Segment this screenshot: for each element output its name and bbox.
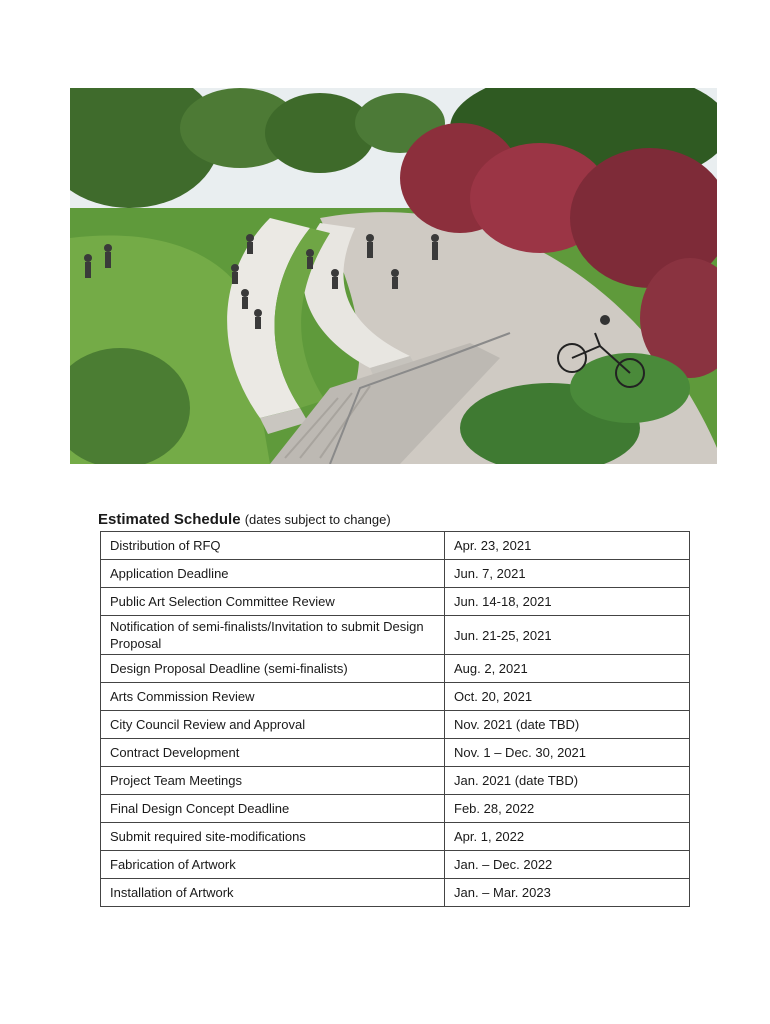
task-cell: City Council Review and Approval	[101, 711, 445, 739]
park-amphitheater-rendering	[70, 88, 717, 464]
table-row	[101, 711, 690, 739]
table-row	[101, 616, 690, 655]
date-cell: Jun. 14-18, 2021	[445, 588, 690, 616]
table-row	[101, 823, 690, 851]
task-cell: Contract Development	[101, 739, 445, 767]
task-cell: Notification of semi-finalists/Invitation to submit Design Proposal	[101, 616, 445, 655]
table-row	[101, 588, 690, 616]
schedule-table	[100, 531, 690, 907]
schedule-heading	[98, 510, 391, 530]
task-cell: Arts Commission Review	[101, 683, 445, 711]
date-cell: Jan. – Mar. 2023	[445, 879, 690, 907]
table-row	[101, 851, 690, 879]
date-cell: Nov. 2021 (date TBD)	[445, 711, 690, 739]
table-row	[101, 532, 690, 560]
table-row	[101, 767, 690, 795]
task-cell: Project Team Meetings	[101, 767, 445, 795]
date-cell: Jun. 7, 2021	[445, 560, 690, 588]
table-row	[101, 795, 690, 823]
date-cell: Feb. 28, 2022	[445, 795, 690, 823]
date-cell: Aug. 2, 2021	[445, 655, 690, 683]
task-cell: Distribution of RFQ	[101, 532, 445, 560]
date-cell: Nov. 1 – Dec. 30, 2021	[445, 739, 690, 767]
table-row	[101, 560, 690, 588]
date-cell: Oct. 20, 2021	[445, 683, 690, 711]
schedule-note: (dates subject to change)	[244, 512, 391, 527]
schedule-title: Estimated Schedule	[98, 511, 241, 528]
task-cell: Submit required site-modifications	[101, 823, 445, 851]
task-cell: Application Deadline	[101, 560, 445, 588]
date-cell: Apr. 23, 2021	[445, 532, 690, 560]
date-cell: Jan. – Dec. 2022	[445, 851, 690, 879]
task-cell: Final Design Concept Deadline	[101, 795, 445, 823]
table-row	[101, 683, 690, 711]
date-cell: Apr. 1, 2022	[445, 823, 690, 851]
task-cell: Design Proposal Deadline (semi-finalists)	[101, 655, 445, 683]
table-row	[101, 879, 690, 907]
task-cell: Installation of Artwork	[101, 879, 445, 907]
task-cell: Public Art Selection Committee Review	[101, 588, 445, 616]
date-cell: Jun. 21-25, 2021	[445, 616, 690, 655]
table-row	[101, 655, 690, 683]
task-cell: Fabrication of Artwork	[101, 851, 445, 879]
table-row	[101, 739, 690, 767]
date-cell: Jan. 2021 (date TBD)	[445, 767, 690, 795]
